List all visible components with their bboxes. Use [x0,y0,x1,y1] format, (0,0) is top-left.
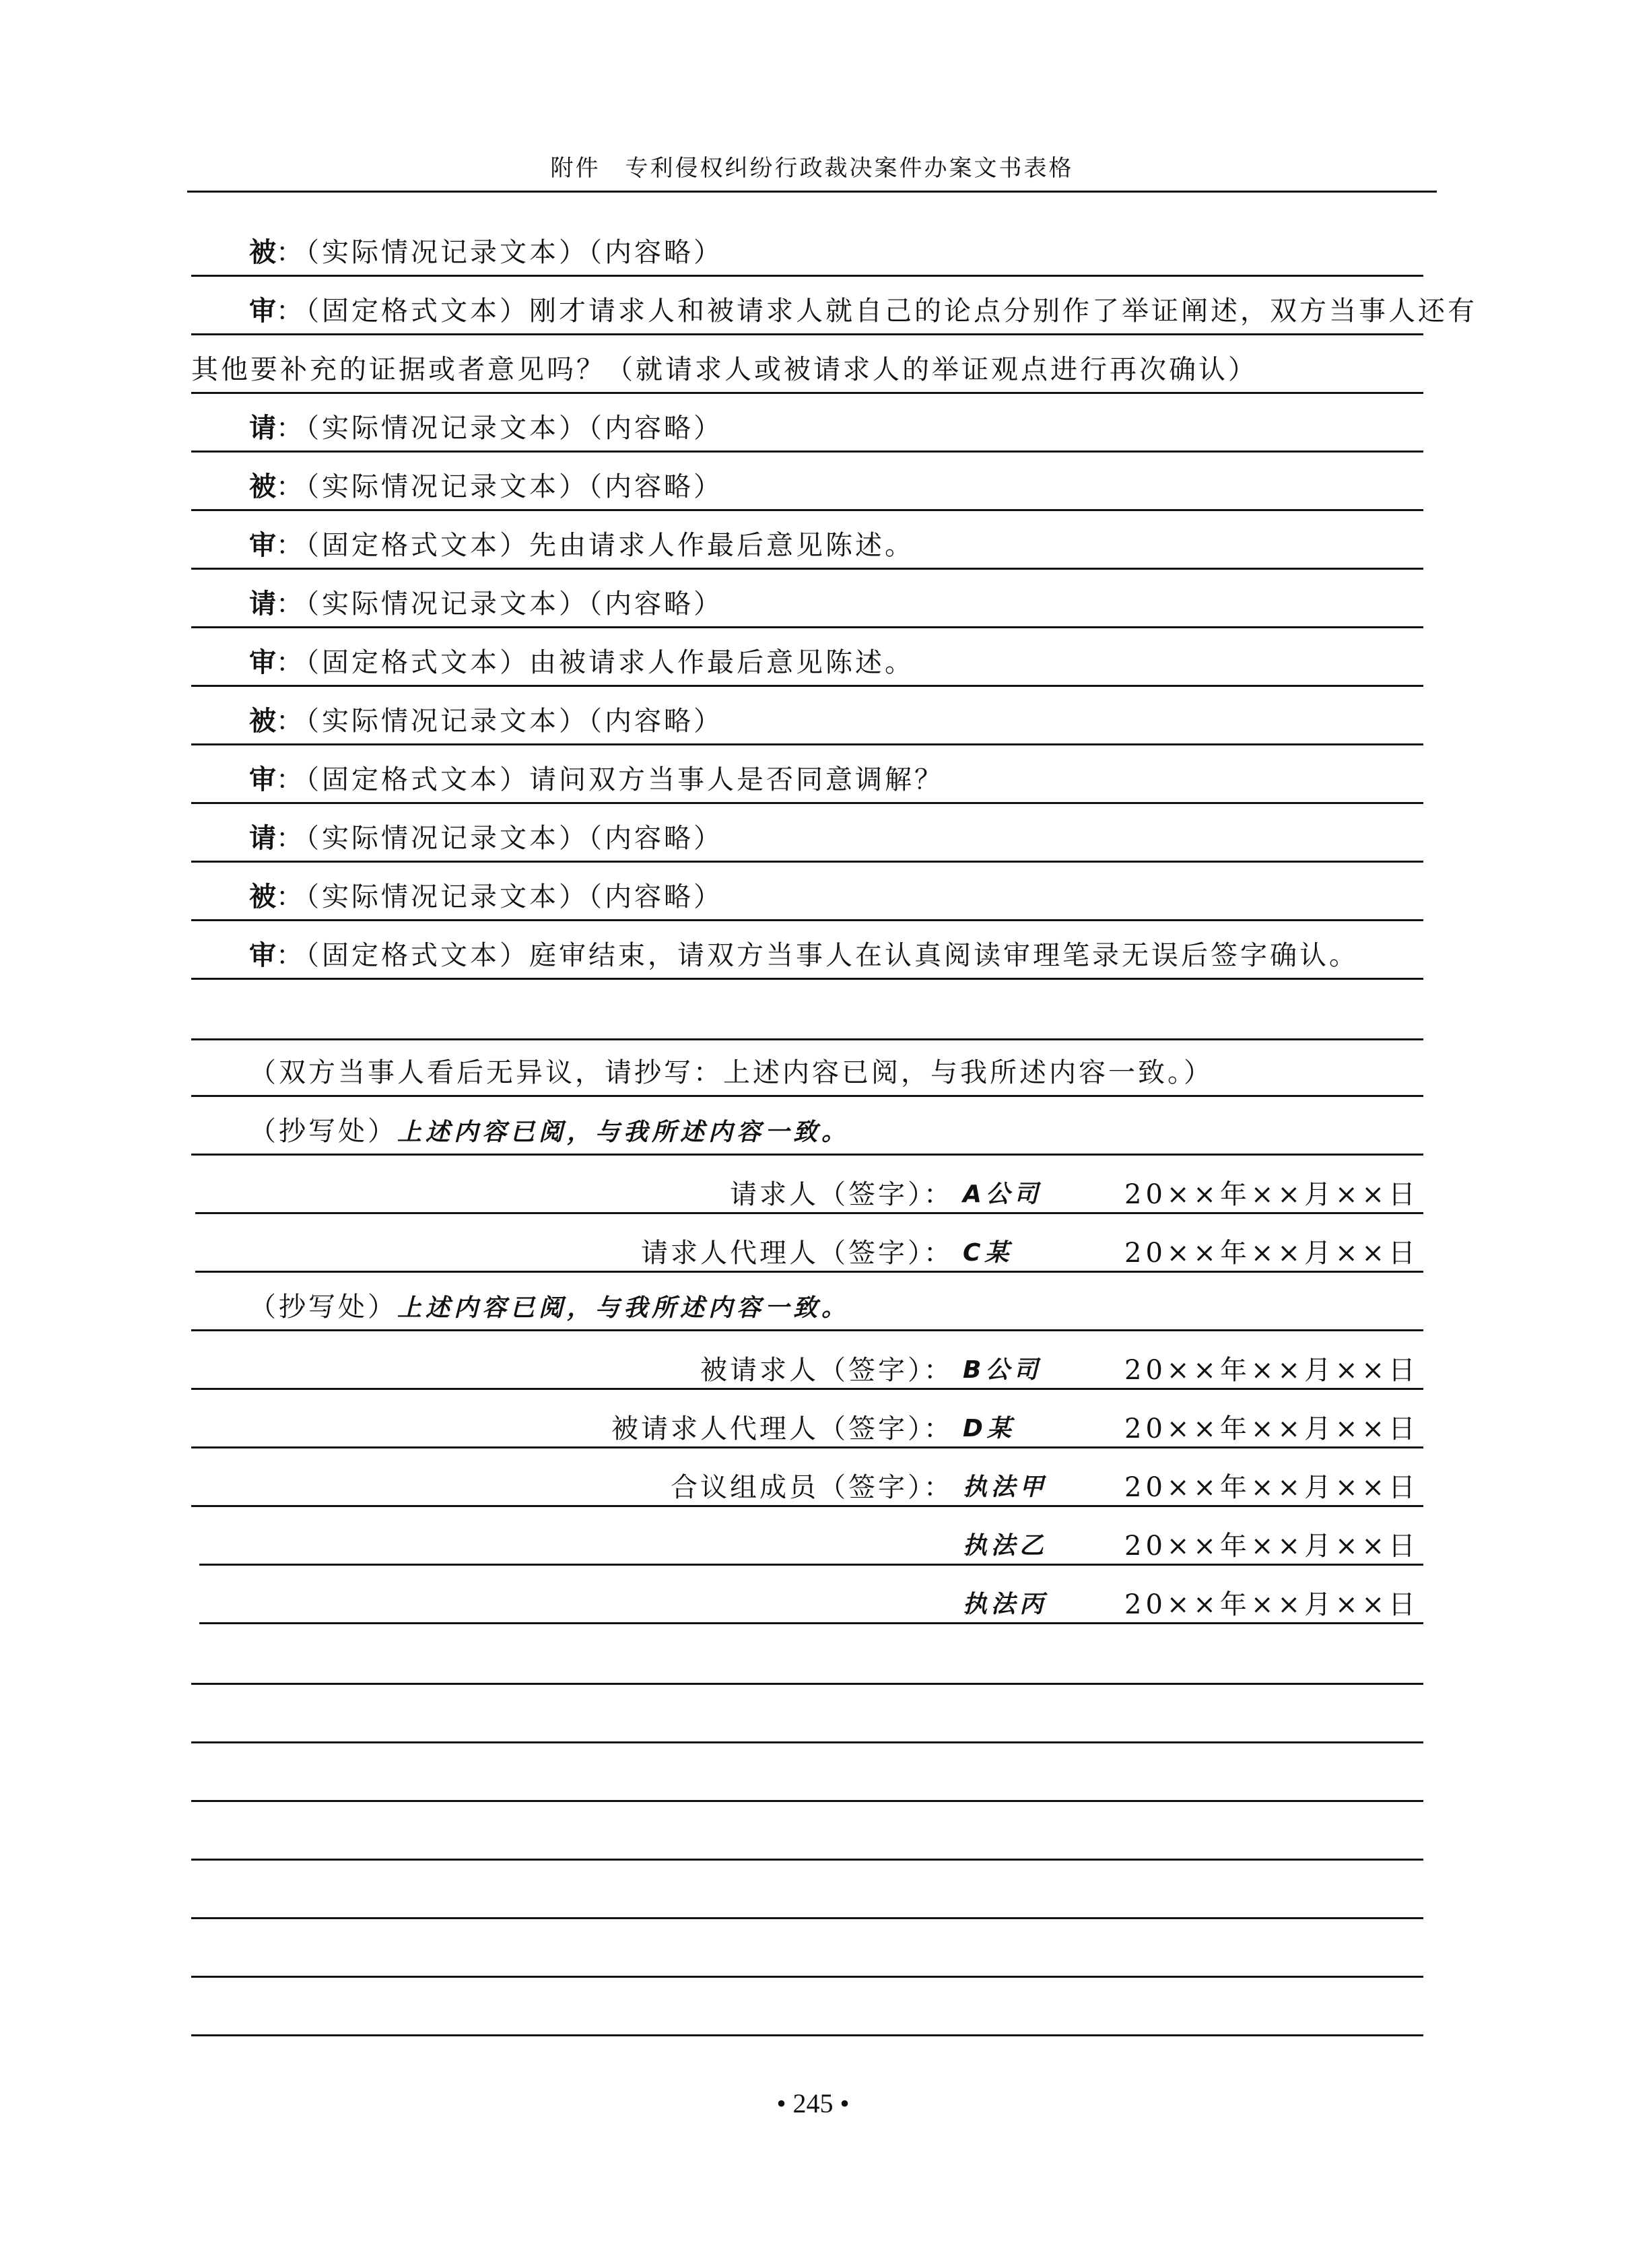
instruction-text: （双方当事人看后无异议，请抄写：上述内容已阅，与我所述内容一致。） [249,1057,1213,1088]
transcript-line [191,455,1423,511]
blank-ruled-line [191,1802,1423,1861]
speaker-label: 请 [249,413,276,444]
line-text: 其他要补充的证据或者意见吗？（就请求人或被请求人的举证观点进行再次确认） [191,354,1258,385]
signature-name: A公司 [963,1180,1042,1208]
speaker-label: 审 [249,296,276,327]
transcript-line [191,923,1423,980]
line-text: ：（实际情况记录文本）（内容略） [276,413,723,444]
signature-line [191,1333,1423,1390]
transcript-line [191,220,1423,277]
transcript-line [191,689,1423,745]
signature-date: 20××年××月××日 [1124,1531,1419,1562]
signature-name: 执法丙 [963,1591,1048,1618]
page-number: • 245 • [776,2088,850,2119]
blank-ruled-line [191,1978,1423,2036]
line-text: ：（实际情况记录文本）（内容略） [276,471,723,502]
speaker-label: 被 [249,706,276,737]
speaker-label: 被 [249,881,276,912]
speaker-label: 审 [249,940,276,971]
line-text: ：（固定格式文本）庭审结束，请双方当事人在认真阅读审理笔录无误后签字确认。 [276,940,1359,971]
signature-label: 请求人（签字）： [730,1179,953,1210]
signature-label: 被请求人（签字）： [700,1355,953,1386]
signature-line [191,1450,1423,1507]
transcript-line [191,630,1423,687]
line-text: ：（实际情况记录文本）（内容略） [276,237,723,268]
signature-label: 被请求人代理人（签字）： [611,1413,953,1444]
signature-line [191,1392,1423,1448]
blank-ruled-line [191,1743,1423,1802]
speaker-label: 被 [249,237,276,268]
line-text: ：（固定格式文本）刚才请求人和被请求人就自己的论点分别作了举证阐述，双方当事人还有 [276,296,1477,327]
blank-ruled-line [191,1685,1423,1743]
instruction-line [191,1040,1423,1097]
signature-line [199,1568,1423,1624]
signature-name: 执法乙 [963,1532,1048,1560]
copy-prefix: （抄写处） [249,1292,397,1323]
speaker-label: 审 [249,647,276,678]
transcript-line [191,806,1423,863]
signature-line [195,1158,1423,1214]
copy-line [191,1099,1423,1156]
signature-name: C某 [963,1239,1013,1267]
copy-line [191,1275,1423,1331]
handwritten-copy: 上述内容已阅，与我所述内容一致。 [397,1119,850,1146]
line-text: ：（实际情况记录文本）（内容略） [276,706,723,737]
signature-label: 合议组成员（签字）： [671,1472,953,1503]
speaker-label: 请 [249,589,276,620]
line-text: ：（固定格式文本）请问双方当事人是否同意调解？ [276,764,944,795]
signature-date: 20××年××月××日 [1124,1589,1419,1620]
transcript-line [191,396,1423,453]
handwritten-copy: 上述内容已阅，与我所述内容一致。 [397,1294,850,1322]
line-text: ：（固定格式文本）先由请求人作最后意见陈述。 [276,530,914,561]
signature-name: B公司 [963,1356,1042,1384]
speaker-label: 被 [249,471,276,502]
transcript-line [191,337,1423,394]
copy-prefix: （抄写处） [249,1116,397,1147]
signature-date: 20××年××月××日 [1124,1413,1419,1444]
line-text: ：（实际情况记录文本）（内容略） [276,823,723,854]
signature-line [195,1216,1423,1273]
transcript-line [191,747,1423,804]
speaker-label: 审 [249,764,276,795]
speaker-label: 请 [249,823,276,854]
speaker-label: 审 [249,530,276,561]
line-text: ：（实际情况记录文本）（内容略） [276,881,723,912]
blank-ruled-line [191,982,1423,1040]
signature-name: D某 [963,1415,1015,1442]
transcript-line [191,279,1477,335]
transcript-line [191,513,1423,570]
signature-date: 20××年××月××日 [1124,1355,1419,1386]
transcript-line [191,572,1423,628]
signature-label: 请求人代理人（签字）： [641,1238,953,1269]
blank-ruled-line [191,1919,1423,1978]
transcript-line [191,865,1423,921]
line-text: ：（实际情况记录文本）（内容略） [276,589,723,620]
signature-date: 20××年××月××日 [1124,1238,1419,1269]
signature-date: 20××年××月××日 [1124,1179,1419,1210]
page-header-title: 附件 专利侵权纠纷行政裁决案件办案文书表格 [550,155,1074,182]
blank-ruled-line [191,1626,1423,1685]
signature-date: 20××年××月××日 [1124,1472,1419,1503]
signature-name: 执法甲 [963,1473,1048,1501]
header-rule [187,191,1437,193]
blank-ruled-line [191,1861,1423,1919]
signature-line [199,1509,1423,1566]
line-text: ：（固定格式文本）由被请求人作最后意见陈述。 [276,647,914,678]
